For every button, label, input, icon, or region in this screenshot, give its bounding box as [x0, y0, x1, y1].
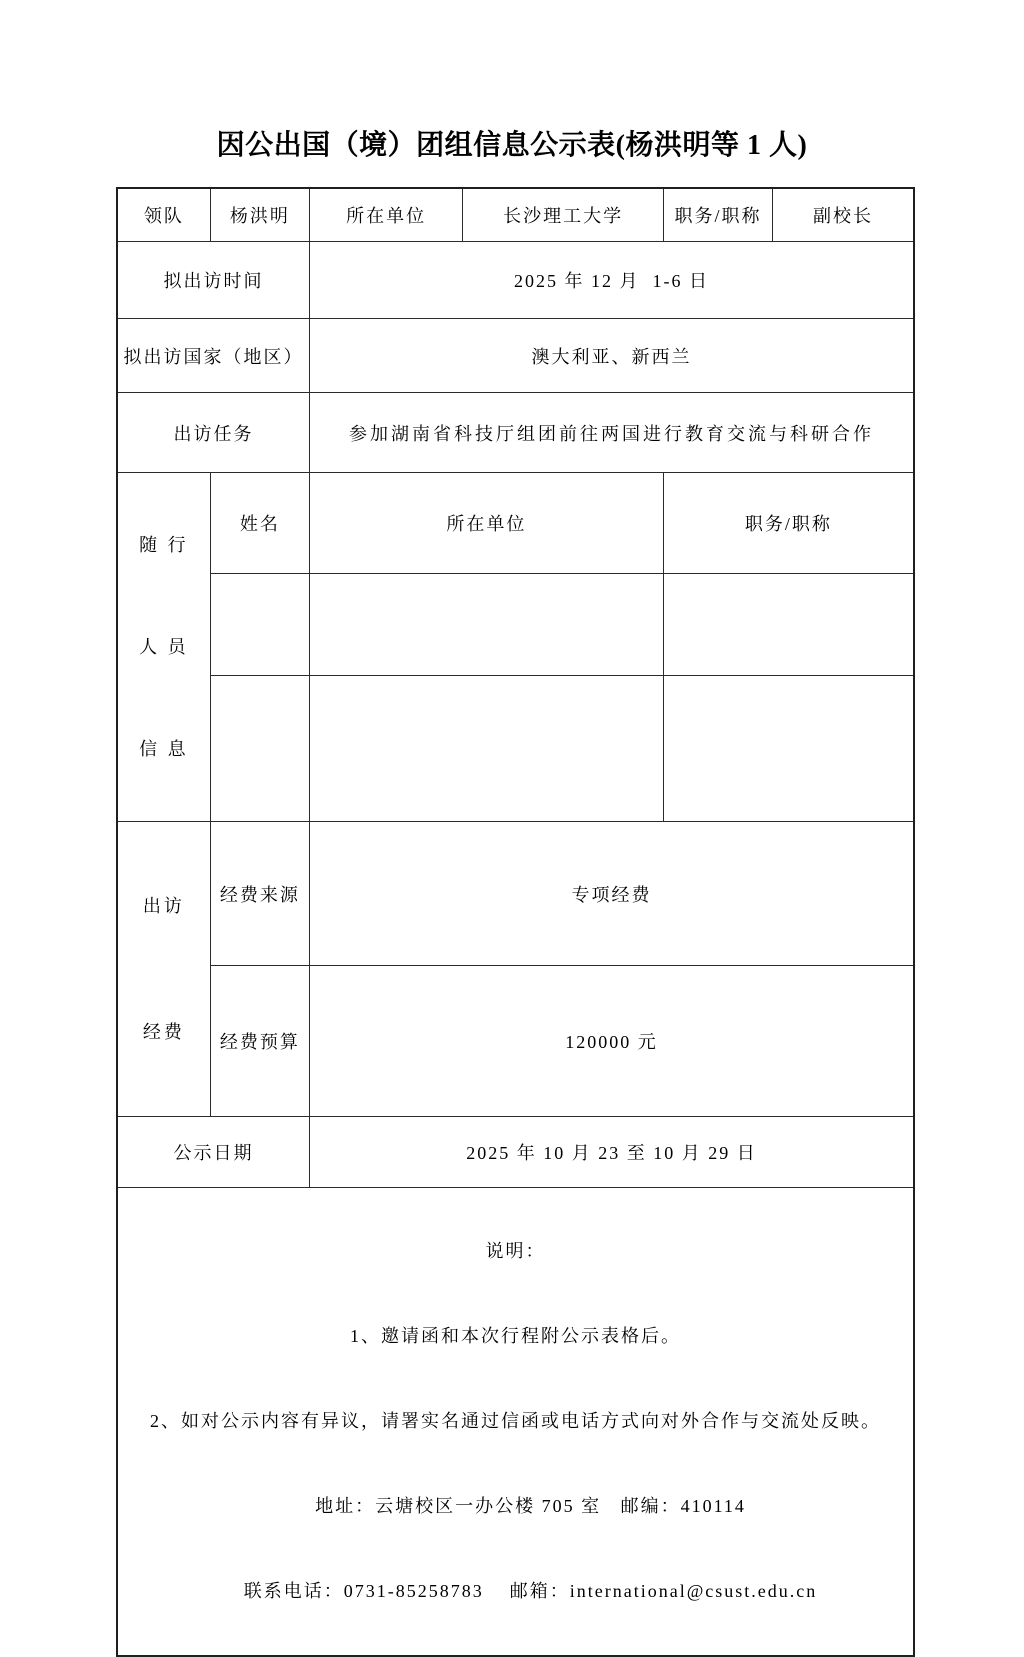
funding-budget-label-cell: 经费预算 — [210, 966, 309, 1117]
companion-post-cell — [663, 573, 914, 676]
notes-cell — [117, 1188, 914, 1657]
mission-value-cell: 参加湖南省科技厅组团前往两国进行教育交流与科研合作 — [309, 393, 914, 473]
publicity-row — [117, 1117, 914, 1188]
leader-row — [117, 188, 914, 242]
mission-row — [117, 393, 914, 473]
funding-label-line2: 经费 — [142, 1022, 185, 1042]
info-table — [116, 187, 915, 1657]
companion-name-cell — [210, 573, 309, 676]
destination-row — [117, 319, 914, 393]
page-title: 因公出国（境）团组信息公示表(杨洪明等 1 人) — [216, 130, 808, 161]
notes-address: 地址：云塘校区一办公楼 705 室 邮编：410114 — [315, 1496, 746, 1516]
post-label-cell: 职务/职称 — [663, 188, 772, 242]
companion-unit-cell — [309, 573, 663, 676]
companions-name-header-cell: 姓名 — [210, 473, 309, 574]
leader-name-cell: 杨洪明 — [210, 188, 309, 242]
publicity-label-cell: 公示日期 — [117, 1117, 309, 1188]
notes-contact: 联系电话：0731-85258783 邮箱：international@csust.edu.cn — [243, 1581, 818, 1601]
companions-post-header-cell: 职务/职称 — [663, 473, 914, 574]
unit-label-cell: 所在单位 — [309, 188, 462, 242]
companions-unit-header-cell: 所在单位 — [309, 473, 663, 574]
visit-time-row — [117, 242, 914, 319]
notes-row — [117, 1188, 914, 1657]
leader-label-cell: 领队 — [117, 188, 210, 242]
companion-row — [117, 573, 914, 676]
visit-time-label-cell: 拟出访时间 — [117, 242, 309, 319]
notes-heading: 说明： — [485, 1241, 546, 1261]
mission-label-cell: 出访任务 — [117, 393, 309, 473]
funding-source-label-cell: 经费来源 — [210, 822, 309, 966]
publicity-value-cell: 2025 年 10 月 23 至 10 月 29 日 — [309, 1117, 914, 1188]
funding-label-line1: 出访 — [142, 896, 185, 916]
companions-label-line3: 信 息 — [139, 739, 189, 759]
funding-budget-row — [117, 966, 914, 1117]
funding-source-row — [117, 822, 914, 966]
funding-label-cell — [117, 822, 210, 1117]
companion-unit-cell — [309, 676, 663, 822]
companion-name-cell — [210, 676, 309, 822]
funding-source-value-cell: 专项经费 — [309, 822, 914, 966]
post-value-cell: 副校长 — [773, 188, 914, 242]
companion-row — [117, 676, 914, 822]
destination-value-cell: 澳大利亚、新西兰 — [309, 319, 914, 393]
notes-item-2: 2、如对公示内容有异议，请署实名通过信函或电话方式向对外合作与交流处反映。 — [150, 1411, 881, 1431]
companions-label-line2: 人 员 — [139, 637, 189, 657]
notes-item-1: 1、邀请函和本次行程附公示表格后。 — [350, 1326, 681, 1346]
companions-label-cell — [117, 473, 210, 822]
visit-time-value-cell: 2025 年 12 月 1-6 日 — [309, 242, 914, 319]
unit-value-cell: 长沙理工大学 — [463, 188, 664, 242]
companions-label-line1: 随 行 — [139, 535, 189, 555]
companions-header-row — [117, 473, 914, 574]
companion-post-cell — [663, 676, 914, 822]
destination-label-cell: 拟出访国家（地区） — [117, 319, 309, 393]
funding-budget-value-cell: 120000 元 — [309, 966, 914, 1117]
